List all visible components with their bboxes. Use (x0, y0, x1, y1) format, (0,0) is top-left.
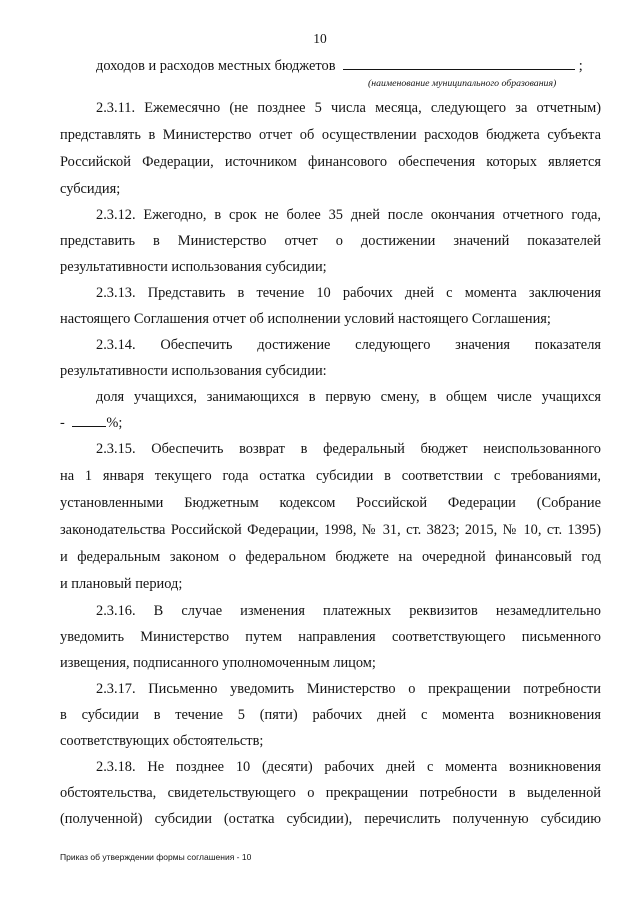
page-number: 10 (313, 31, 327, 46)
indicator-prefix: - (60, 415, 65, 431)
clause-2-3-16-line: извещения, подписанного уполномоченным лицом; (60, 655, 376, 671)
clause-2-3-15-line: и федеральным законом о федеральном бюджете на очередной финансовый год (60, 549, 601, 565)
clause-2-3-18-line: (полученной) субсидии (остатка субсидии), перечислить полученную субсидию (60, 811, 601, 827)
municipality-blank (343, 57, 575, 70)
clause-2-3-12-line: результативности использования субсидии; (60, 259, 327, 275)
clause-2-3-15-line: установленными Бюджетным кодексом Российской Федерации (Собрание (60, 495, 601, 511)
municipality-caption: (наименование муниципального образования) (368, 78, 557, 89)
clause-2-3-13-line: 2.3.13. Представить в течение 10 рабочих дней с момента заключения (96, 285, 601, 301)
clause-2-3-15-line: на 1 января текущего года остатка субсидии в соответствии с требованиями, (60, 468, 601, 484)
clause-2-3-11-line: Российской Федерации, источником финансового обеспечения которых является (60, 154, 601, 170)
budget-line-text: доходов и расходов местных бюджетов (96, 58, 336, 74)
clause-2-3-15-line: и плановый период; (60, 576, 183, 592)
clause-2-3-13-line: настоящего Соглашения отчет об исполнении условий настоящего Соглашения; (60, 311, 551, 327)
clause-2-3-11-line: 2.3.11. Ежемесячно (не позднее 5 числа месяца, следующего за отчетным) (96, 100, 601, 116)
clause-2-3-14-line: 2.3.14. Обеспечить достижение следующего значения показателя (96, 337, 601, 353)
clause-2-3-12-line: 2.3.12. Ежегодно, в срок не более 35 дней после окончания отчетного года, (96, 207, 601, 223)
clause-2-3-18-line: 2.3.18. Не позднее 10 (десяти) рабочих дней с момента возникновения (96, 759, 601, 775)
clause-2-3-17-line: в субсидии в течение 5 (пяти) рабочих дней с момента возникновения (60, 707, 601, 723)
indicator-value-line (60, 414, 601, 432)
clause-2-3-17-line: 2.3.17. Письменно уведомить Министерство о прекращении потребности (96, 681, 601, 697)
clause-2-3-11-line: субсидия; (60, 181, 121, 197)
budget-line-end: ; (578, 58, 583, 74)
page-footer: Приказ об утверждении формы соглашения - 10 (60, 852, 252, 862)
clause-2-3-16-line: уведомить Министерство путем направления соответствующего письменного (60, 629, 601, 645)
clause-2-3-14-line: доля учащихся, занимающихся в первую смену, в общем числе учащихся (96, 389, 601, 405)
clause-2-3-15-line: 2.3.15. Обеспечить возврат в федеральный бюджет неиспользованного (96, 441, 601, 457)
clause-2-3-11-line: представлять в Министерство отчет об осуществлении расходов бюджета субъекта (60, 127, 601, 143)
budget-line (96, 57, 601, 75)
clause-2-3-16-line: 2.3.16. В случае изменения платежных реквизитов незамедлительно (96, 603, 601, 619)
clause-2-3-12-line: представить в Министерство отчет о достижении значений показателей (60, 233, 601, 249)
clause-2-3-18-line: обстоятельства, свидетельствующего о прекращении потребности в выделенной (60, 785, 601, 801)
clause-2-3-15-line: законодательства Российской Федерации, 1998, № 31, ст. 3823; 2015, № 10, ст. 1395) (60, 522, 601, 538)
clause-2-3-17-line: соответствующих обстоятельств; (60, 733, 264, 749)
clause-2-3-14-line: результативности использования субсидии: (60, 363, 327, 379)
indicator-suffix: %; (106, 415, 123, 431)
indicator-value-blank (72, 414, 106, 427)
